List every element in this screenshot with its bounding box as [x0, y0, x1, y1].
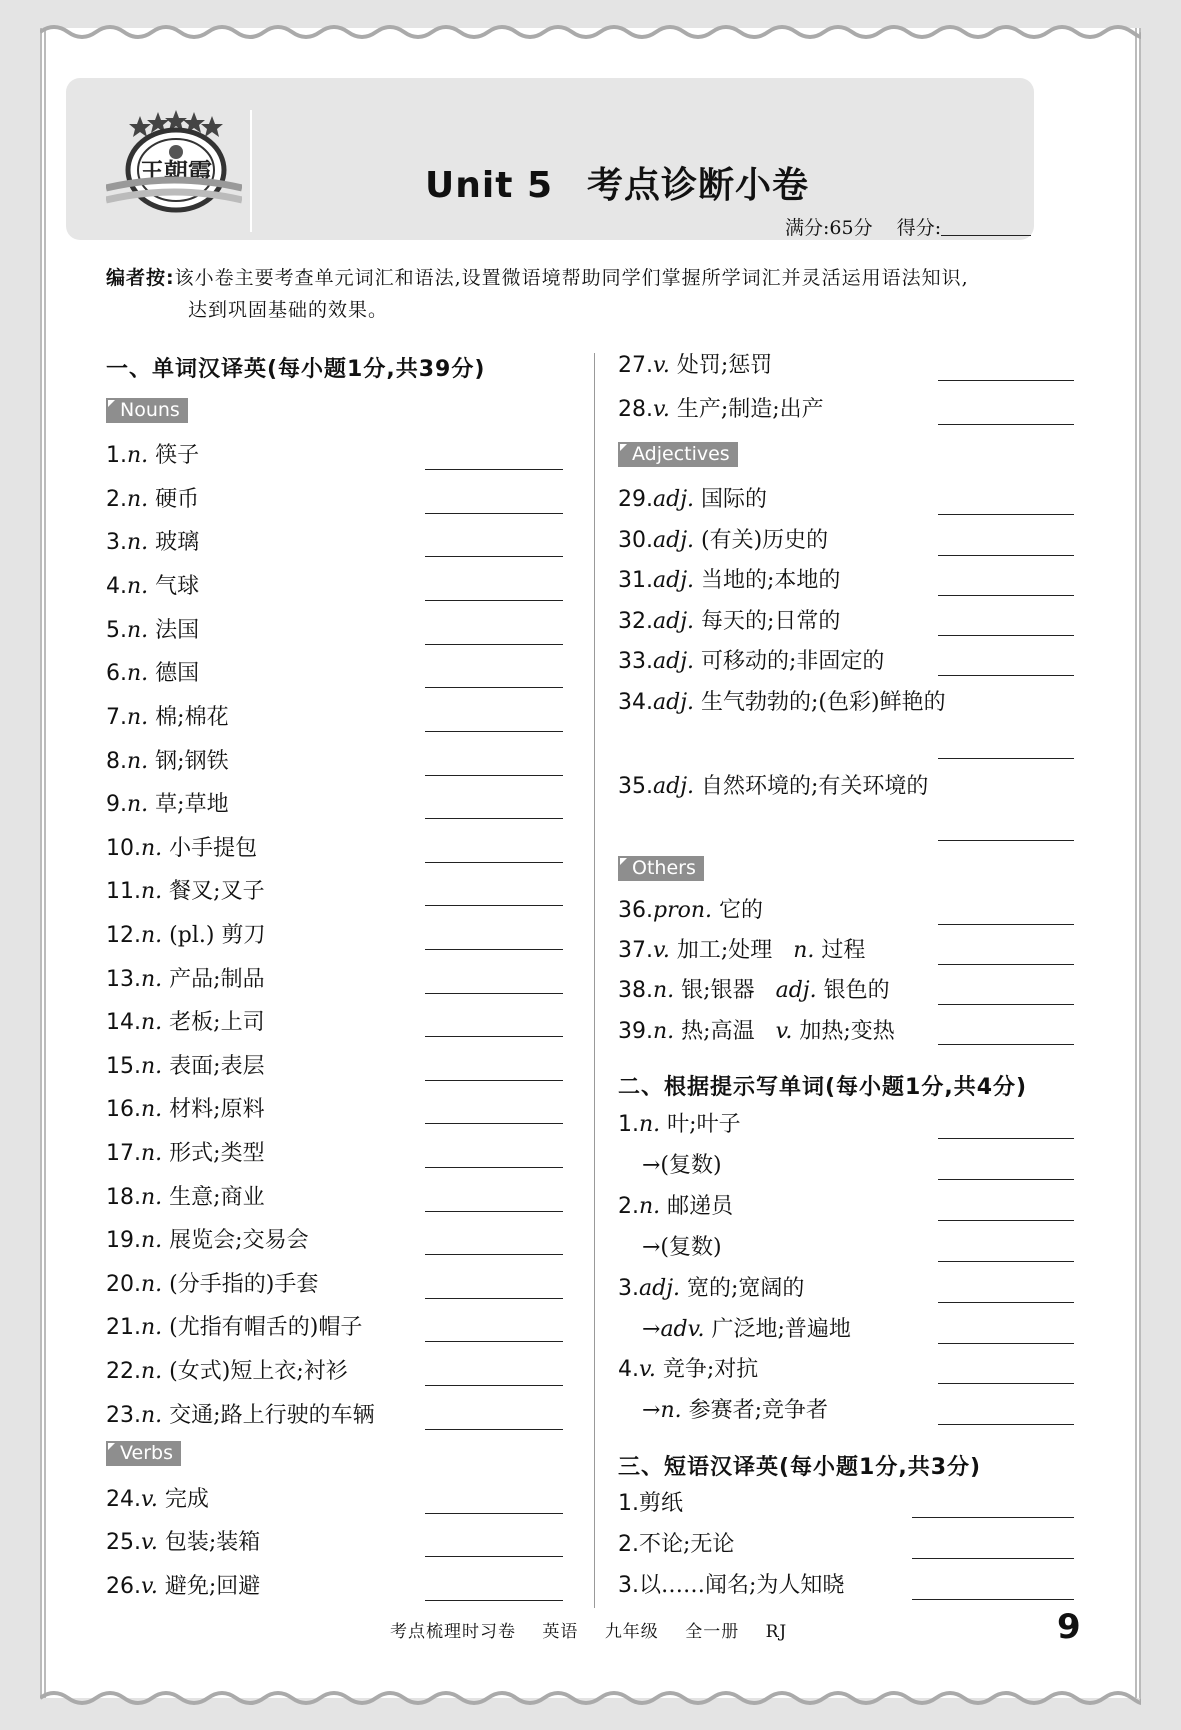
answer-blank[interactable] [425, 905, 563, 906]
item-pos: v. [653, 353, 670, 378]
answer-blank[interactable] [938, 840, 1074, 841]
item-number: 3. [106, 530, 127, 555]
item-text: 邮递员 [667, 1194, 734, 1219]
item-text: 每天的;日常的 [701, 609, 841, 634]
item-pos: v. [141, 1487, 158, 1512]
answer-blank[interactable] [425, 469, 563, 470]
item-pos: n. [127, 705, 149, 730]
item-pos: n. [653, 1019, 675, 1044]
list-item [106, 1009, 265, 1037]
list-item [618, 1018, 895, 1046]
list-item [106, 966, 265, 994]
list-item [106, 486, 199, 514]
item-number: 27. [618, 353, 653, 378]
item-pos: v. [639, 1357, 656, 1382]
item-pos: n. [141, 879, 163, 904]
answer-blank[interactable] [938, 1261, 1074, 1262]
list-item [618, 897, 763, 925]
item-number: 3. [618, 1573, 639, 1598]
list-item [106, 1402, 375, 1430]
item-number: 33. [618, 649, 653, 674]
item-number: 11. [106, 879, 141, 904]
item-pos2: n. [793, 938, 815, 963]
section1-title: 一、单词汉译英(每小题1分,共39分) [106, 357, 486, 382]
item-text: (尤指有帽舌的)帽子 [169, 1315, 363, 1340]
item-pos: n. [141, 1228, 163, 1253]
footer-series: 考点梳理时习卷 [390, 1622, 516, 1642]
publisher-logo [106, 110, 242, 220]
item-text: (女式)短上衣;衬衫 [169, 1359, 348, 1384]
item-number: 21. [106, 1315, 141, 1340]
item-text: 生气勃勃的;(色彩)鲜艳的 [701, 690, 946, 715]
item-text2: 银色的 [823, 978, 890, 1003]
list-item [106, 617, 199, 645]
item-pos: n. [141, 1272, 163, 1297]
item-number: 30. [618, 528, 653, 553]
item-sub-text: →(复数) [642, 1153, 722, 1178]
answer-blank[interactable] [938, 555, 1074, 556]
answer-blank[interactable] [938, 1220, 1074, 1221]
item-pos: n. [141, 1010, 163, 1035]
list-item [106, 1314, 362, 1342]
item-number: 34. [618, 690, 653, 715]
answer-blank[interactable] [425, 1298, 563, 1299]
tag-adjectives: Adjectives [618, 442, 738, 467]
column-divider [594, 353, 595, 1608]
answer-blank[interactable] [938, 595, 1074, 596]
list-item [618, 608, 840, 636]
answer-blank[interactable] [938, 675, 1074, 676]
item-text: (分手指的)手套 [169, 1272, 319, 1297]
page-number: 9 [1057, 1607, 1081, 1647]
list-item [618, 1490, 683, 1518]
item-text: 生意;商业 [169, 1185, 265, 1210]
item-pos: n. [127, 487, 149, 512]
item-number: 26. [106, 1574, 141, 1599]
answer-blank[interactable] [425, 775, 563, 776]
item-number: 20. [106, 1272, 141, 1297]
answer-blank[interactable] [938, 424, 1074, 425]
item-text: 叶;叶子 [667, 1112, 741, 1137]
footer-grade: 九年级 [604, 1622, 659, 1642]
item-text: 餐叉;叉子 [169, 879, 265, 904]
item-sub-text: 参赛者;竞争者 [688, 1398, 829, 1423]
item-number: 9. [106, 792, 127, 817]
quiz-title: 考点诊断小卷 [587, 165, 810, 206]
list-item [618, 773, 928, 801]
list-item [618, 1356, 758, 1384]
list-item [618, 486, 767, 514]
item-pos: n. [127, 574, 149, 599]
item-text: 法国 [155, 618, 200, 643]
answer-blank[interactable] [938, 1044, 1074, 1045]
item-pos: v. [653, 397, 670, 422]
item-number: 4. [618, 1357, 639, 1382]
item-text: 以……闻名;为人知晓 [639, 1573, 845, 1598]
item-pos: adj. [653, 690, 695, 715]
answer-blank[interactable] [938, 514, 1074, 515]
list-item [618, 648, 884, 676]
item-number: 8. [106, 749, 127, 774]
answer-blank[interactable] [938, 1343, 1074, 1344]
item-text: 当地的;本地的 [701, 568, 841, 593]
item-pos: n. [141, 1403, 163, 1428]
item-number: 25. [106, 1530, 141, 1555]
list-item [618, 689, 946, 717]
item-number: 3. [618, 1276, 639, 1301]
item-pos: adj. [653, 568, 695, 593]
item-text: (有关)历史的 [701, 528, 829, 553]
item-sub-text: 广泛地;普遍地 [711, 1317, 851, 1342]
list-item [618, 937, 865, 965]
answer-blank[interactable] [425, 644, 563, 645]
item-number: 13. [106, 967, 141, 992]
score-blank[interactable] [941, 218, 1031, 236]
item-pos: n. [639, 1194, 661, 1219]
item-pos: n. [141, 836, 163, 861]
item-number: 36. [618, 898, 653, 923]
svg-text:王朝霞: 王朝霞 [140, 157, 212, 186]
item-number: 1. [618, 1491, 639, 1516]
item-number: 22. [106, 1359, 141, 1384]
answer-blank[interactable] [938, 1138, 1074, 1139]
item-text: 国际的 [701, 487, 768, 512]
answer-blank[interactable] [938, 964, 1074, 965]
list-item [106, 748, 229, 776]
item-number: 17. [106, 1141, 141, 1166]
list-item [106, 878, 265, 906]
item-pos: n. [141, 1054, 163, 1079]
item-number: 31. [618, 568, 653, 593]
list-item [106, 1358, 348, 1386]
item-pos: n. [141, 1141, 163, 1166]
answer-blank[interactable] [425, 1600, 563, 1601]
editor-note [106, 262, 1076, 326]
item-text: 钢;钢铁 [155, 749, 229, 774]
item-text: 加工;处理 [676, 938, 773, 963]
item-number: 19. [106, 1228, 141, 1253]
item-number: 10. [106, 836, 141, 861]
item-text: 竞争;对抗 [662, 1357, 759, 1382]
footer-info [390, 1617, 807, 1642]
item-number: 15. [106, 1054, 141, 1079]
list-item [618, 1531, 734, 1559]
item-number: 12. [106, 923, 141, 948]
list-item-sub [642, 1152, 722, 1180]
answer-blank[interactable] [425, 818, 563, 819]
wavy-border-bottom [40, 1688, 1141, 1708]
item-text: 它的 [719, 898, 764, 923]
item-number: 29. [618, 487, 653, 512]
item-text: 完成 [164, 1487, 209, 1512]
item-sub-text: →(复数) [642, 1235, 722, 1260]
answer-blank[interactable] [425, 862, 563, 863]
wavy-border-top [40, 22, 1141, 42]
list-item [618, 527, 828, 555]
answer-blank[interactable] [425, 556, 563, 557]
item-pos: adj. [653, 528, 695, 553]
item-text: 小手提包 [169, 836, 258, 861]
item-text: 棉;棉花 [155, 705, 229, 730]
item-text: 剪纸 [639, 1491, 684, 1516]
answer-blank[interactable] [425, 1254, 563, 1255]
item-text2: 过程 [821, 938, 866, 963]
list-item [106, 704, 229, 732]
list-item [106, 1184, 265, 1212]
item-number: 5. [106, 618, 127, 643]
item-text: 老板;上司 [169, 1010, 265, 1035]
item-pos: v. [653, 938, 670, 963]
item-pos: n. [127, 443, 149, 468]
list-item [106, 1529, 260, 1557]
list-item [106, 1227, 309, 1255]
tag-verbs: Verbs [106, 1441, 181, 1466]
list-item-sub [642, 1234, 722, 1262]
list-item [618, 1275, 804, 1303]
footer-volume: 全一册 [685, 1622, 740, 1642]
list-item [106, 529, 199, 557]
answer-blank[interactable] [425, 513, 563, 514]
item-text: 德国 [155, 661, 200, 686]
list-item [106, 922, 265, 950]
section3-title: 三、短语汉译英(每小题1分,共3分) [618, 1455, 982, 1480]
answer-blank[interactable] [425, 1513, 563, 1514]
answer-blank[interactable] [938, 1383, 1074, 1384]
item-pos: pron. [653, 898, 713, 923]
list-item [618, 1193, 733, 1221]
item-number: 37. [618, 938, 653, 963]
item-number: 35. [618, 774, 653, 799]
item-text: (pl.) 剪刀 [169, 923, 266, 948]
list-item [106, 1053, 265, 1081]
answer-blank[interactable] [425, 1341, 563, 1342]
item-number: 2. [106, 487, 127, 512]
item-sub-pos: adv. [660, 1317, 705, 1342]
item-text: 草;草地 [155, 792, 229, 817]
item-pos: n. [127, 661, 149, 686]
answer-blank[interactable] [938, 1424, 1074, 1425]
answer-blank[interactable] [425, 1167, 563, 1168]
answer-blank[interactable] [938, 1302, 1074, 1303]
answer-blank[interactable] [912, 1558, 1074, 1559]
item-text: 生产;制造;出产 [676, 397, 824, 422]
item-pos: n. [127, 618, 149, 643]
item-pos: adj. [653, 609, 695, 634]
list-item [106, 1486, 209, 1514]
footer-edition: RJ [765, 1622, 788, 1642]
list-item [106, 835, 257, 863]
answer-blank[interactable] [938, 380, 1074, 381]
item-number: 4. [106, 574, 127, 599]
answer-blank[interactable] [425, 1036, 563, 1037]
item-text: 产品;制品 [169, 967, 265, 992]
item-pos2: adj. [775, 978, 817, 1003]
editor-note-label: 编者按: [106, 267, 175, 289]
item-pos: n. [141, 1185, 163, 1210]
answer-blank[interactable] [912, 1517, 1074, 1518]
tag-nouns: Nouns [106, 398, 188, 423]
item-text: 交通;路上行驶的车辆 [169, 1403, 375, 1428]
item-text: 自然环境的;有关环境的 [701, 774, 929, 799]
item-text: 展览会;交易会 [169, 1228, 309, 1253]
item-number: 32. [618, 609, 653, 634]
footer-subject: 英语 [542, 1622, 579, 1642]
item-text: 包装;装箱 [164, 1530, 261, 1555]
item-number: 39. [618, 1019, 653, 1044]
item-number: 24. [106, 1487, 141, 1512]
item-number: 23. [106, 1403, 141, 1428]
answer-blank[interactable] [425, 993, 563, 994]
answer-blank[interactable] [425, 731, 563, 732]
item-text: 热;高温 [681, 1019, 755, 1044]
item-pos: n. [141, 1359, 163, 1384]
list-item [106, 791, 229, 819]
list-item [106, 1271, 318, 1299]
item-text: 宽的;宽阔的 [687, 1276, 805, 1301]
answer-blank[interactable] [425, 687, 563, 688]
list-item [618, 1572, 844, 1600]
item-number: 2. [618, 1532, 639, 1557]
list-item [618, 352, 772, 380]
item-number: 14. [106, 1010, 141, 1035]
answer-blank[interactable] [425, 1385, 563, 1386]
item-text: 处罚;惩罚 [676, 353, 773, 378]
item-sub-arrow: → [642, 1398, 661, 1423]
item-number: 16. [106, 1097, 141, 1122]
item-pos: n. [127, 792, 149, 817]
answer-blank[interactable] [938, 1004, 1074, 1005]
item-pos: v. [141, 1574, 158, 1599]
list-item [106, 573, 199, 601]
answer-blank[interactable] [425, 1556, 563, 1557]
editor-note-line2: 达到巩固基础的效果。 [188, 299, 389, 321]
item-number: 2. [618, 1194, 639, 1219]
item-number: 6. [106, 661, 127, 686]
score-line [785, 213, 1031, 240]
item-text: 气球 [155, 574, 200, 599]
item-number: 1. [618, 1112, 639, 1137]
item-number: 7. [106, 705, 127, 730]
item-sub-arrow: → [642, 1317, 661, 1342]
item-sub-pos: n. [660, 1398, 682, 1423]
list-item [618, 396, 824, 424]
list-item-sub [642, 1397, 828, 1425]
answer-blank[interactable] [938, 924, 1074, 925]
item-text: 避免;回避 [164, 1574, 261, 1599]
answer-blank[interactable] [938, 1179, 1074, 1180]
item-pos: n. [653, 978, 675, 1003]
answer-blank[interactable] [425, 949, 563, 950]
item-pos: v. [141, 1530, 158, 1555]
answer-blank[interactable] [425, 1080, 563, 1081]
item-pos: n. [141, 967, 163, 992]
item-pos: n. [141, 923, 163, 948]
item-pos: n. [141, 1315, 163, 1340]
item-pos: n. [639, 1112, 661, 1137]
editor-note-line1: 该小卷主要考查单元词汇和语法,设置微语境帮助同学们掌握所学词汇并灵活运用语法知识, [174, 267, 969, 289]
answer-blank[interactable] [425, 1429, 563, 1430]
item-text: 材料;原料 [169, 1097, 265, 1122]
list-item-sub [642, 1316, 851, 1344]
score-label: 得分: [896, 217, 942, 239]
list-item [106, 1096, 265, 1124]
item-text: 筷子 [155, 443, 200, 468]
item-pos: n. [141, 1097, 163, 1122]
section2-title: 二、根据提示写单词(每小题1分,共4分) [618, 1075, 1028, 1100]
answer-blank[interactable] [425, 600, 563, 601]
list-item [618, 567, 840, 595]
item-text: 硬币 [155, 487, 200, 512]
answer-blank[interactable] [938, 635, 1074, 636]
item-text2: 加热;变热 [799, 1019, 895, 1044]
item-text: 表面;表层 [169, 1054, 265, 1079]
item-pos2: v. [775, 1019, 793, 1044]
item-pos: n. [127, 749, 149, 774]
item-pos: adj. [653, 487, 695, 512]
tag-others: Others [618, 856, 704, 881]
item-number: 38. [618, 978, 653, 1003]
item-pos: n. [127, 530, 149, 555]
list-item [106, 1140, 265, 1168]
item-pos: adj. [653, 774, 695, 799]
item-pos: adj. [639, 1276, 681, 1301]
item-number: 18. [106, 1185, 141, 1210]
page-title [425, 157, 809, 208]
unit-label: Unit 5 [425, 165, 553, 206]
answer-blank[interactable] [938, 758, 1074, 759]
list-item [618, 977, 890, 1005]
item-text: 玻璃 [155, 530, 200, 555]
item-pos: adj. [653, 649, 695, 674]
list-item [106, 660, 199, 688]
item-text: 银;银器 [681, 978, 755, 1003]
item-text: 形式;类型 [169, 1141, 265, 1166]
answer-blank[interactable] [912, 1599, 1074, 1600]
answer-blank[interactable] [425, 1211, 563, 1212]
item-text: 可移动的;非固定的 [701, 649, 885, 674]
item-number: 28. [618, 397, 653, 422]
logo-divider [250, 110, 252, 232]
full-score: 满分:65分 [785, 217, 873, 239]
list-item [106, 442, 199, 470]
item-number: 1. [106, 443, 127, 468]
list-item [618, 1111, 741, 1139]
item-text: 不论;无论 [639, 1532, 735, 1557]
answer-blank[interactable] [425, 1123, 563, 1124]
list-item [106, 1573, 260, 1601]
